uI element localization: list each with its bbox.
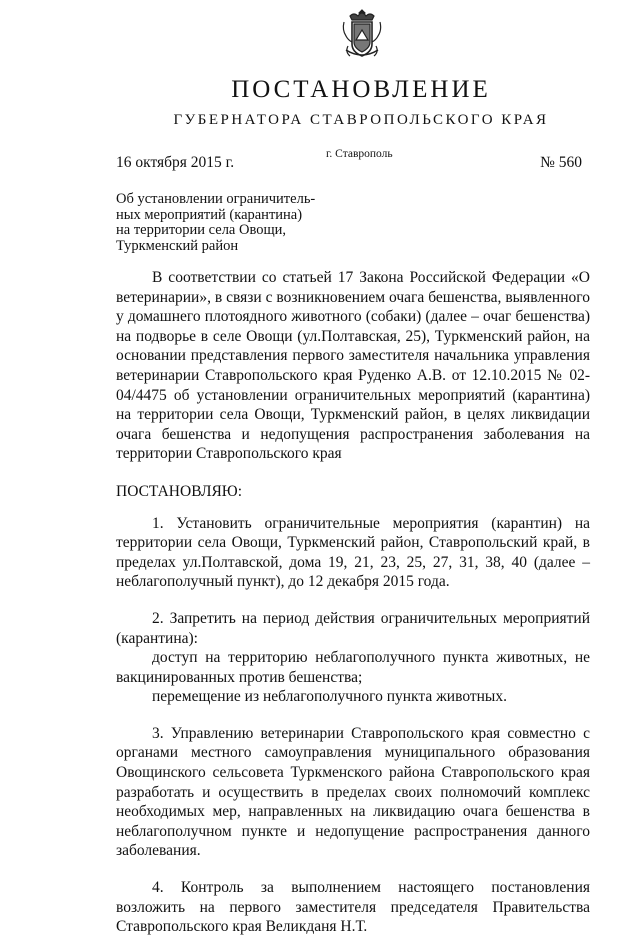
item-2-subitem-b: перемещение из неблагополучного пункта животных.	[152, 688, 507, 706]
document-body	[116, 268, 590, 937]
preamble-paragraph: В соответствии со статьей 17 Закона Российской Федерации «О ветеринарии», в связи с возникновением очага бешенства, выявленного у домашнего плотоядного животного (собаки) (далее – очаг бешенства) на подворье в селе Овощи (ул.Полтавская, 25), Туркменский район, на основании представления первого заместителя начальника управления ветеринарии Ставропольского края Руденко А.В. от 12.10.2015 № 02-04/4475 об установлении ограничительных мероприятий (карантина) на территории села Овощи, Туркменский район, в целях ликвидации очага бешенства и недопущения распространения заболевания на территории Ставропольского края	[116, 269, 590, 463]
document-issuer: ГУБЕРНАТОРА СТАВРОПОЛЬСКОГО КРАЯ	[173, 112, 549, 128]
document-number: № 560	[540, 154, 582, 171]
item-4-paragraph: 4. Контроль за выполнением настоящего постановления возложить на первого заместителя председателя Правительства Ставропольского края Великданя Н.Т.	[116, 879, 590, 936]
item-3-paragraph: 3. Управлению ветеринарии Ставропольского края совместно с органами местного самоуправления муниципального образования Овощинского сельсовета Туркменского района Ставропольского края разработать и осуществить в пределах своих полномочий комплекс необходимых мер, направленных на ликвидацию очага бешенства в неблагополучном пункте и недопущение распространения данного заболевания.	[116, 724, 590, 860]
item-1-paragraph: 1. Установить ограничительные мероприятия (карантин) на территории села Овощи, Туркменский район, Ставропольский край, в пределах ул.Полтавской, дома 19, 21, 23, 25, 27, 31, 38, 40 (далее – неблагополучный пункт), до 12 декабря 2015 года.	[116, 514, 590, 591]
subject-line: Туркменский район	[116, 237, 239, 254]
decree-heading: ПОСТАНОВЛЯЮ:	[116, 482, 243, 500]
coat-of-arms-icon	[340, 6, 384, 62]
item-2-subitem-a: доступ на территорию неблагополучного пункта животных, не вакцинированных против бешенства;	[116, 649, 590, 686]
document-city: г. Ставрополь	[326, 148, 393, 160]
subject-line: на территории села Овощи,	[116, 222, 287, 238]
subject-line: Об установлении ограничитель-	[116, 191, 316, 207]
document-date: 16 октября 2015 г.	[116, 154, 235, 171]
subject-line: ных мероприятий (карантина)	[116, 206, 303, 223]
document-subject	[116, 192, 326, 254]
item-2-paragraph: 2. Запретить на период действия ограничительных мероприятий (карантина):	[116, 609, 590, 647]
document-title: ПОСТАНОВЛЕНИЕ	[231, 76, 491, 103]
